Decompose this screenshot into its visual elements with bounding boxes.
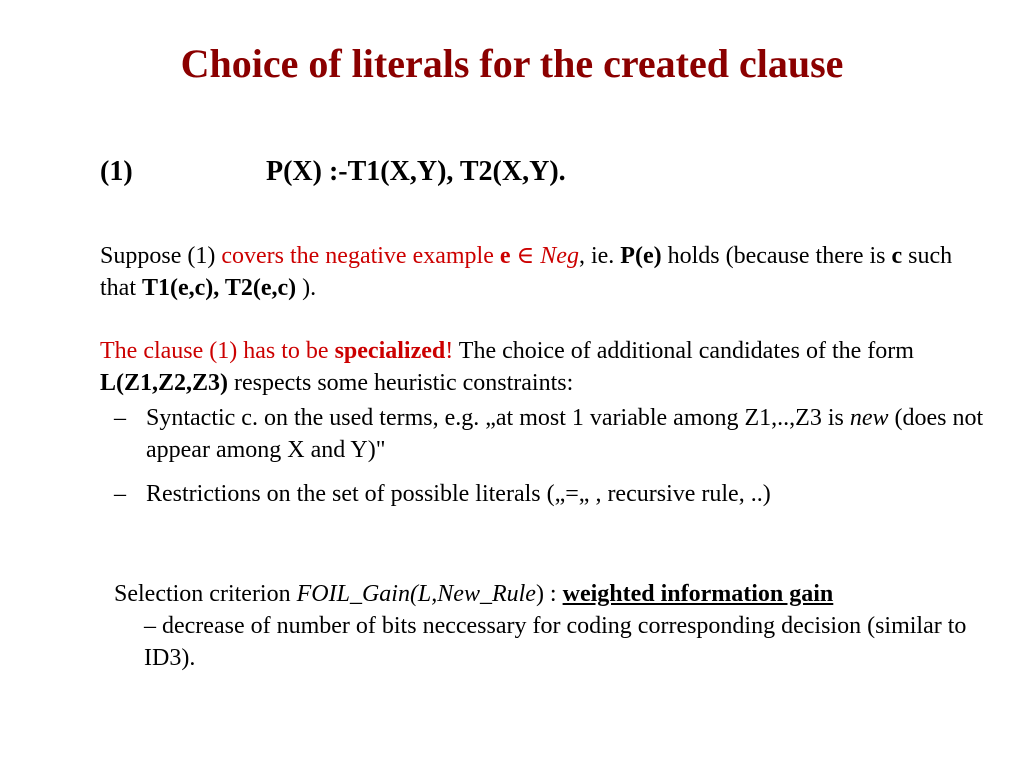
bullet-dash: – [114, 405, 126, 431]
p3-continuation: – decrease of number of bits neccessary for coding corresponding decision (similar to ID3). [144, 613, 967, 671]
p1-text-1: Suppose (1) [100, 243, 222, 269]
clause-formula: P(X) :-T1(X,Y), T2(X,Y). [266, 156, 566, 187]
p1-e-bold: e [499, 243, 511, 269]
element-of-symbol: ∈ [510, 243, 541, 269]
paragraph-selection-criterion [114, 578, 984, 674]
p1-pe-bold: P(e) [620, 243, 662, 269]
paragraph-specialization [100, 335, 980, 399]
bullet1-text-end: (does not appear among X and Y)" [146, 405, 984, 463]
p2-exclamation: ! [445, 338, 454, 364]
bullet2-text: Restrictions on the set of possible literals („=„ , recursive rule, ..) [146, 481, 771, 507]
p1-t-bold: T1(e,c), T2(e,c) [142, 275, 297, 301]
bullet1-text: Syntactic c. on the used terms, e.g. „at most 1 variable among Z1,..,Z3 is [146, 405, 850, 431]
p2-red-text: The clause (1) has to be [100, 338, 335, 364]
p3-text-colon: ) : [535, 581, 563, 607]
p2-text-end: respects some heuristic constraints: [228, 370, 574, 396]
p2-lz-bold: L(Z1,Z2,Z3) [100, 370, 229, 396]
constraint-bullet-list [110, 402, 990, 522]
p3-first-line [114, 578, 984, 610]
p3-foil-italic: FOIL_Gain(L,New_Rule [296, 581, 536, 607]
p1-text-end: ). [296, 275, 317, 301]
bullet1-new-italic: new [849, 405, 889, 431]
paragraph-negative-example [100, 240, 980, 304]
p2-text-choice: The choice of additional candidates of the form [453, 338, 914, 364]
clause-formula-row [100, 156, 566, 188]
p1-text-holds: holds (because there is [661, 243, 892, 269]
p1-neg-italic: Neg [540, 243, 579, 269]
clause-number: (1) [100, 156, 133, 187]
p2-specialized-bold: specialized [334, 338, 446, 364]
slide-title: Choice of literals for the created clause [180, 41, 844, 86]
p1-text-ie: , ie. [578, 243, 621, 269]
p3-text-1: Selection criterion [114, 581, 297, 607]
bullet-restrictions [110, 478, 990, 510]
p1-text-such-that: such that [100, 243, 953, 301]
p1-red-text: covers the negative example [221, 243, 500, 269]
bullet-dash: – [114, 481, 126, 507]
p3-weighted-info-gain: weighted information gain [562, 581, 834, 607]
bullet-syntactic [110, 402, 990, 466]
p1-c-bold: c [891, 243, 903, 269]
